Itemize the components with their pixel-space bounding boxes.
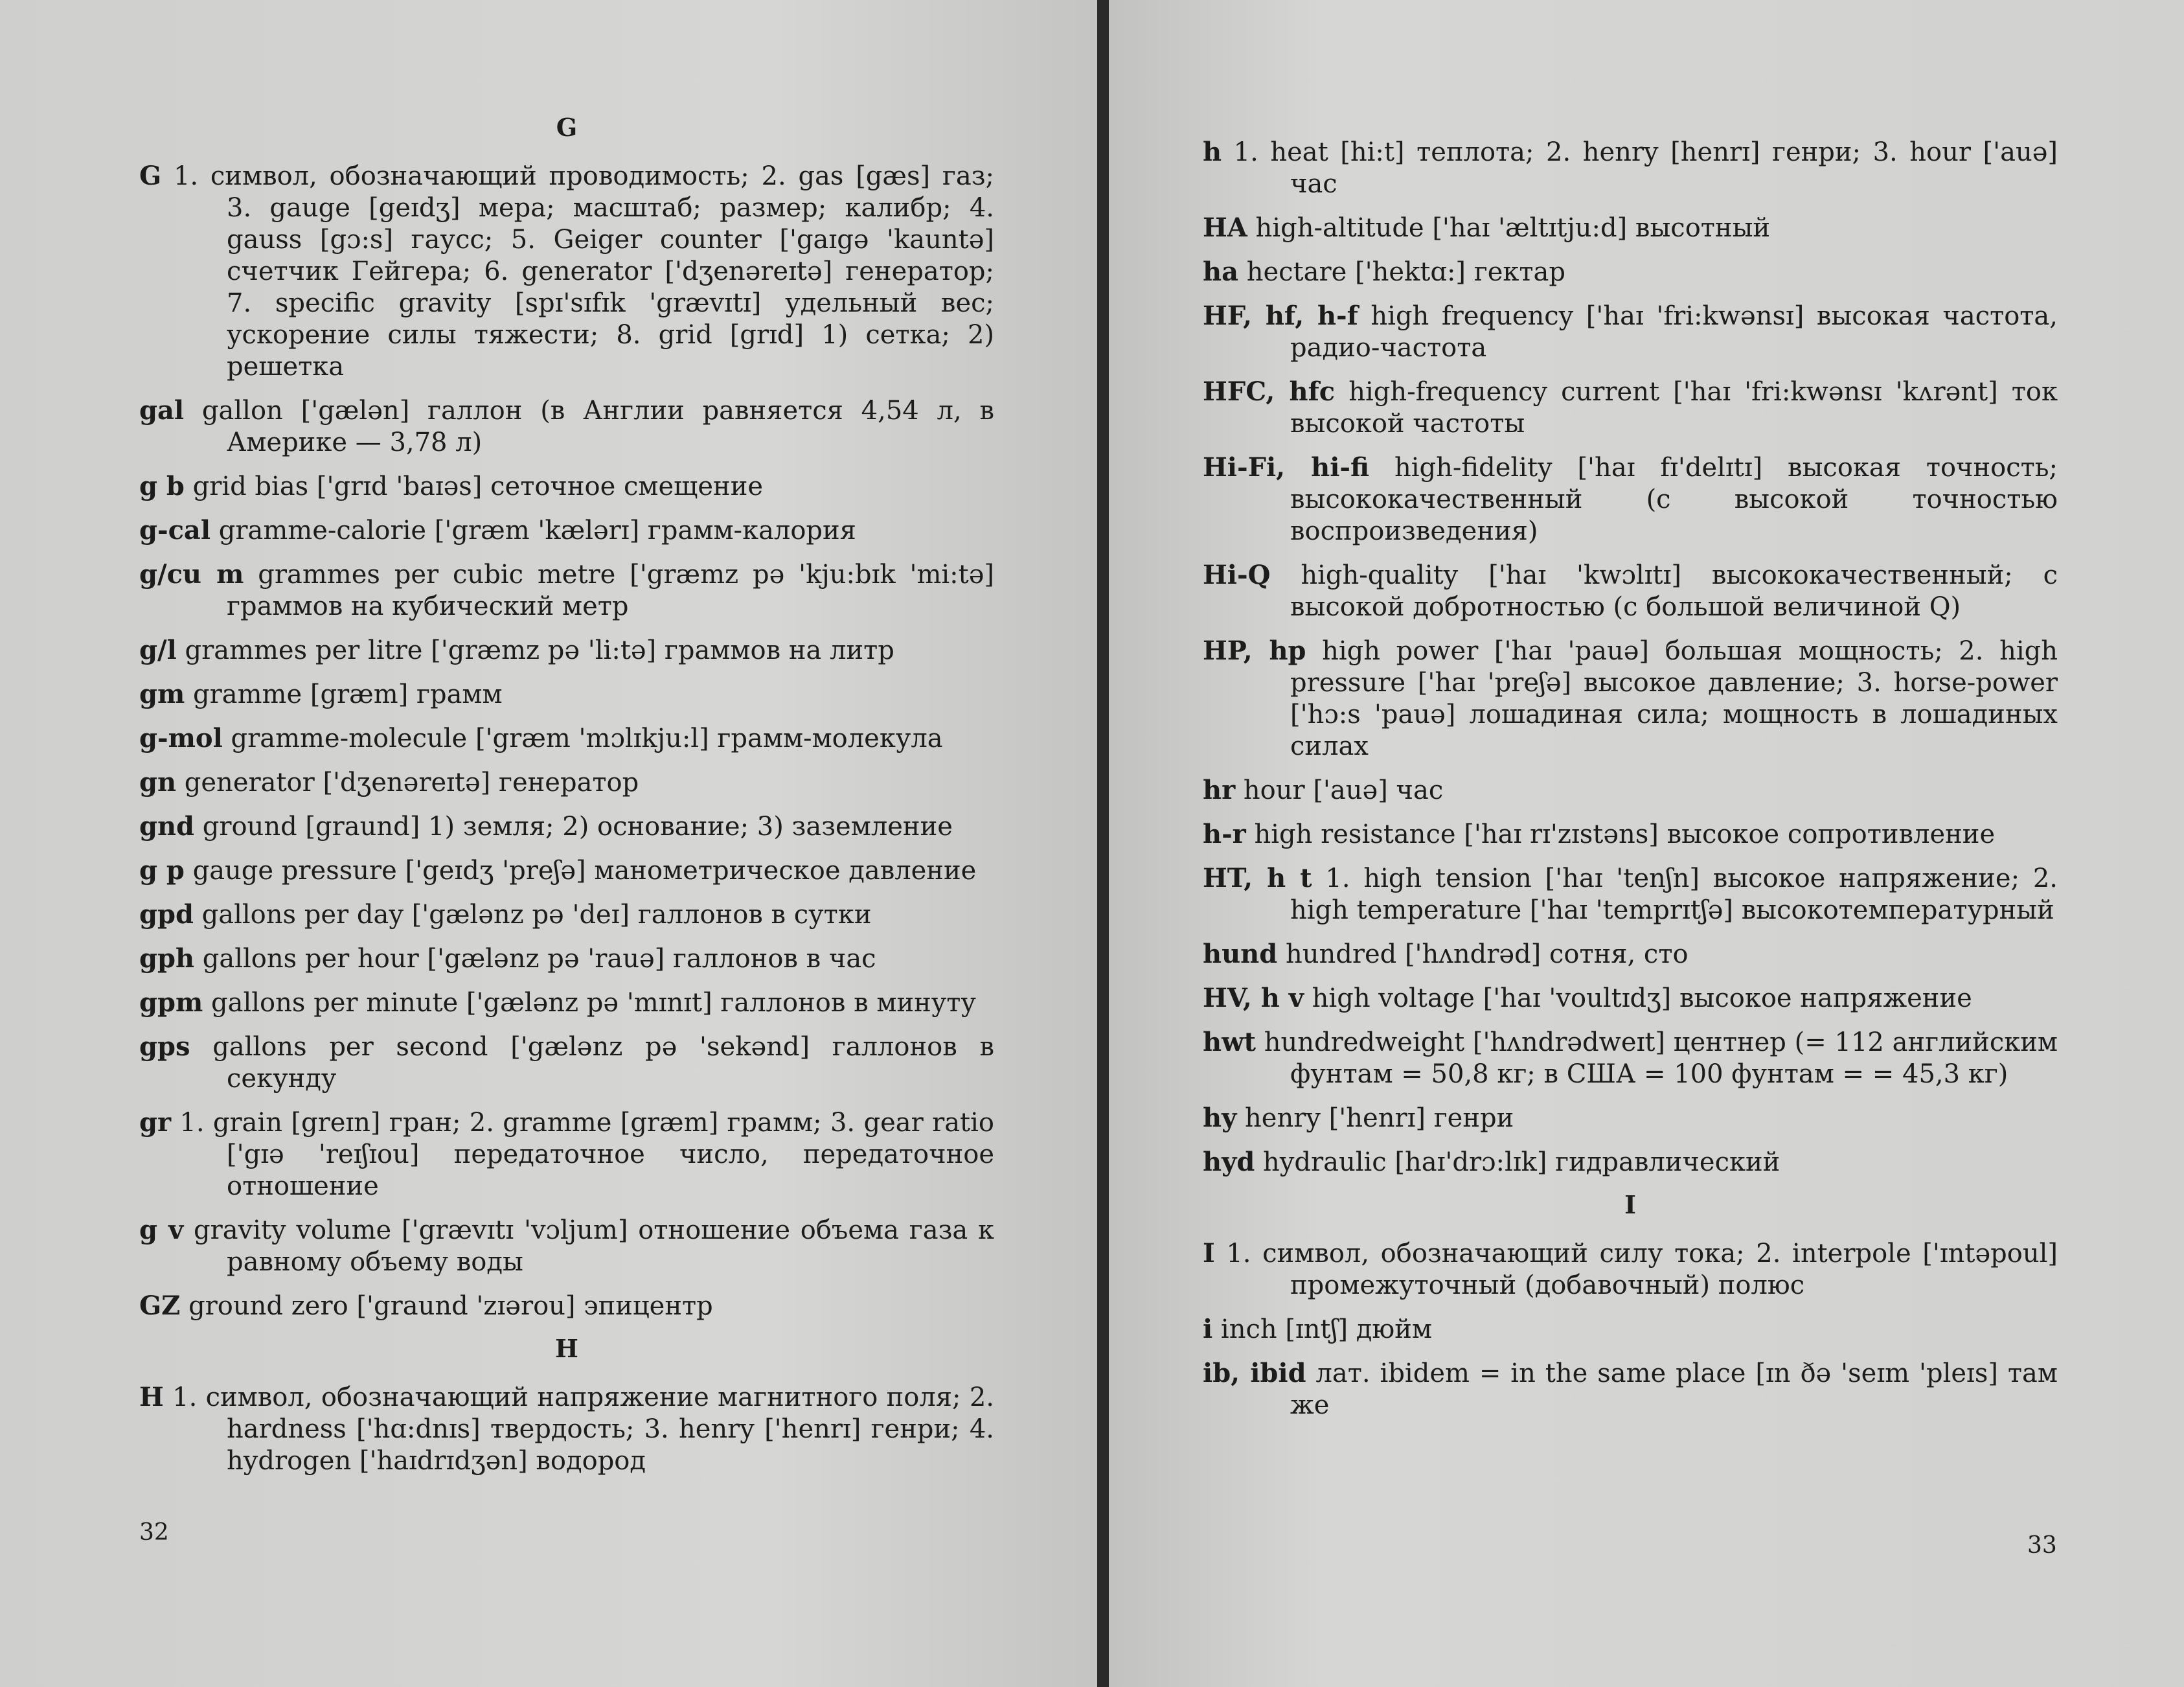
dictionary-entry <box>139 722 994 755</box>
dictionary-entry <box>139 514 994 547</box>
dictionary-entry <box>1203 818 2058 851</box>
entry-definition: high-fidelity ['haɪ fɪ'delɪtɪ] высокая точность; высококачественный (с высокой точностью воспроизведения) <box>1290 453 2058 546</box>
entry-abbreviation: HP, hp <box>1203 636 1306 666</box>
dictionary-entry <box>1203 452 2058 547</box>
entry-abbreviation: HT, h t <box>1203 863 1312 893</box>
dictionary-entry <box>139 634 994 667</box>
dictionary-entry <box>1203 300 2058 364</box>
page-number-right: 33 <box>2027 1532 2057 1559</box>
entry-abbreviation: g/l <box>139 635 177 665</box>
page-number-left: 32 <box>139 1519 169 1546</box>
dictionary-entry <box>1203 559 2058 623</box>
dictionary-entry <box>1203 862 2058 926</box>
dictionary-entry <box>139 987 994 1019</box>
entry-abbreviation: g-cal <box>139 515 211 545</box>
entry-definition: high-quality ['haɪ 'kwɔlɪtɪ] высококачественный; с высокой добротностью (с большой величиной Q) <box>1290 560 2058 622</box>
section-letter: H <box>555 1334 578 1363</box>
entry-abbreviation: g b <box>139 471 185 501</box>
entry-abbreviation: HF, hf, h-f <box>1203 301 1358 331</box>
entry-abbreviation: hwt <box>1203 1027 1256 1057</box>
dictionary-entry <box>1203 938 2058 970</box>
entry-definition: high-altitude ['haɪ 'æltɪtju:d] высотный <box>1255 213 1771 243</box>
entry-definition: 1. high tension ['haɪ 'tenʃn] высокое напряжение; 2. high temperature ['haɪ 'temprɪtʃə] высокотемпературный <box>1290 864 2058 925</box>
entry-abbreviation: HFC, hfc <box>1203 376 1336 407</box>
entry-definition: 1. символ, обозначающий силу тока; 2. interpole ['ɪntəpoul] промежуточный (добавочный) полюс <box>1226 1239 2058 1300</box>
entry-definition: hydraulic [haɪ'drɔ:lɪk] гидравлический <box>1263 1147 1780 1177</box>
dictionary-entry <box>139 1290 994 1322</box>
entry-definition: high frequency ['haɪ 'fri:kwənsɪ] высокая частота, радио-частота <box>1290 301 2058 363</box>
entry-abbreviation: gph <box>139 943 195 974</box>
entry-definition: gramme-calorie ['græm 'kælərɪ] грамм-калория <box>218 516 856 545</box>
entry-abbreviation: g/cu m <box>139 559 244 590</box>
entry-definition: hundredweight ['hʌndrədweɪt] центнер (= 112 английским фунтам = 50,8 кг; в США = 100 фунтам = = 45,3 кг) <box>1264 1027 2058 1089</box>
dictionary-entry <box>1203 136 2058 200</box>
entry-definition: gallons per hour ['gælənz pə 'rauə] галлонов в час <box>202 944 876 974</box>
entry-definition: hour ['auə] час <box>1243 775 1444 805</box>
entry-definition: gallons per minute ['gælənz pə 'mɪnɪt] галлонов в минуту <box>210 988 976 1018</box>
dictionary-entry <box>139 855 994 887</box>
dictionary-entry <box>139 558 994 623</box>
dictionary-entry <box>1203 1313 2058 1346</box>
entry-abbreviation: Hi-Q <box>1203 560 1271 590</box>
entry-abbreviation: gnd <box>139 811 195 842</box>
entry-abbreviation: ib, ibid <box>1203 1358 1306 1388</box>
entry-definition: 1. heat [hi:t] теплота; 2. henry [henrɪ] генри; 3. hour ['auə] час <box>1233 137 2058 199</box>
entry-definition: high-frequency current ['haɪ 'fri:kwənsɪ 'kʌrənt] ток высокой частоты <box>1290 377 2058 439</box>
left-column <box>139 104 994 1489</box>
dictionary-entry <box>139 943 994 975</box>
dictionary-entry <box>139 1214 994 1278</box>
dictionary-entry <box>1203 212 2058 244</box>
dictionary-entry <box>1203 635 2058 763</box>
entry-definition: 1. символ, обозначающий проводимость; 2. gas [gæs] газ; 3. gauge [geɪdʒ] мера; масштаб; размер; калибр; 4. gauss [gɔ:s] гаусс; 5. Geiger counter ['gaɪgə 'kauntə] счетчик Гейгера; 6. generator ['dʒenəreɪtə] генератор; 7. specific gravity [spɪ'sɪfɪk 'grævɪtɪ] удельный вес; ускорение силы тяжести; 8. grid [grɪd] 1) сетка; 2) решетка <box>173 161 995 382</box>
entry-abbreviation: g p <box>139 855 185 886</box>
entry-definition: ground zero ['graund 'zɪərou] эпицентр <box>188 1291 713 1321</box>
entry-definition: лат. ibidem = in the same place [ɪn ðə 'seɪm 'pleɪs] там же <box>1290 1359 2058 1420</box>
entry-abbreviation: hund <box>1203 939 1278 969</box>
entry-definition: generator ['dʒenəreɪtə] генератор <box>184 768 639 798</box>
entry-definition: grid bias ['grɪd 'baɪəs] сеточное смещение <box>192 472 764 501</box>
entry-abbreviation: I <box>1203 1238 1215 1268</box>
entry-abbreviation: hr <box>1203 775 1236 805</box>
entry-definition: high power ['haɪ 'pauə] большая мощность; 2. high pressure ['haɪ 'preʃə] высокое давление; 3. horse-power ['hɔ:s 'pauə] лошадиная сила; мощность в лошадиных силах <box>1290 636 2058 761</box>
entry-abbreviation: gpm <box>139 987 203 1018</box>
dictionary-entry <box>1203 1102 2058 1134</box>
dictionary-entry <box>139 766 994 799</box>
entry-definition: grammes per cubic metre ['græmz pə 'kju:bɪk 'mi:tə] граммов на кубический метр <box>227 560 995 621</box>
dictionary-entry <box>139 470 994 503</box>
dictionary-entry <box>139 1031 994 1095</box>
dictionary-entry <box>1203 774 2058 807</box>
entry-abbreviation: h <box>1203 137 1222 167</box>
entry-definition: gallons per second ['gælənz pə 'sekənd] галлонов в секунду <box>212 1032 994 1094</box>
entry-definition: hundred ['hʌndrəd] сотня, сто <box>1285 939 1689 969</box>
dictionary-entry <box>1203 1357 2058 1421</box>
dictionary-entry <box>139 1107 994 1202</box>
entry-definition: gramme-molecule ['græm 'mɔlɪkju:l] грамм-молекула <box>231 724 943 753</box>
entry-definition: high resistance ['haɪ rɪ'zɪstəns] высокое сопротивление <box>1254 820 1996 849</box>
entry-definition: gravity volume ['grævɪtɪ 'vɔljum] отношение объема газа к равному объему воды <box>193 1215 995 1277</box>
entry-definition: grammes per litre ['græmz pə 'li:tə] граммов на литр <box>185 636 894 665</box>
right-page <box>1109 0 2184 1687</box>
entry-definition: ground [graund] 1) земля; 2) основание; 3) заземление <box>202 812 953 842</box>
section-letter: G <box>556 113 578 142</box>
entry-definition: gramme [græm] грамм <box>193 680 503 709</box>
entry-definition: gauge pressure ['geɪdʒ 'preʃə] манометрическое давление <box>192 856 977 886</box>
entry-abbreviation: gal <box>139 395 185 426</box>
entry-abbreviation: gpd <box>139 899 194 930</box>
dictionary-entry <box>139 395 994 459</box>
dictionary-entry <box>1203 1237 2058 1302</box>
section-letter: I <box>1624 1190 1636 1219</box>
dictionary-entry <box>139 678 994 711</box>
entry-abbreviation: H <box>139 1382 164 1412</box>
entry-abbreviation: G <box>139 161 162 191</box>
entry-abbreviation: ha <box>1203 257 1238 287</box>
entry-abbreviation: gm <box>139 679 185 709</box>
entry-abbreviation: HA <box>1203 212 1247 243</box>
entry-abbreviation: g v <box>139 1215 184 1245</box>
entry-definition: 1. символ, обозначающий напряжение магнитного поля; 2. hardness ['hɑ:dnɪs] твердость; 3. henry ['henrɪ] генри; 4. hydrogen ['haɪdrɪdʒən] водород <box>172 1383 994 1476</box>
dictionary-entry <box>1203 376 2058 440</box>
dictionary-entry <box>139 160 994 383</box>
entry-definition: gallons per day ['gælənz pə 'deɪ] галлонов в сутки <box>201 900 872 930</box>
entry-definition: 1. grain [greɪn] гран; 2. gramme [græm] грамм; 3. gear ratio ['gɪə 'reɪʃɪou] передаточное число, передаточное отношение <box>179 1108 994 1201</box>
dictionary-entry <box>1203 256 2058 288</box>
dictionary-entry <box>1203 1146 2058 1178</box>
entry-abbreviation: HV, h v <box>1203 983 1304 1013</box>
dictionary-entry <box>1203 1026 2058 1090</box>
entry-abbreviation: gps <box>139 1031 190 1062</box>
entry-definition: gallon ['gælən] галлон (в Англии равняется 4,54 л, в Америке — 3,78 л) <box>201 396 994 457</box>
entry-abbreviation: GZ <box>139 1291 181 1321</box>
entry-definition: inch [ɪntʃ] дюйм <box>1220 1314 1432 1344</box>
entry-abbreviation: Hi-Fi, hi-fi <box>1203 452 1370 483</box>
entry-definition: henry ['henrɪ] генри <box>1245 1103 1514 1133</box>
dictionary-entry <box>139 1381 994 1477</box>
entry-abbreviation: hy <box>1203 1103 1237 1133</box>
dictionary-entry <box>1203 982 2058 1015</box>
entry-abbreviation: g-mol <box>139 723 223 753</box>
dictionary-entry <box>139 899 994 931</box>
entry-abbreviation: gn <box>139 767 177 798</box>
entry-abbreviation: i <box>1203 1314 1213 1344</box>
entry-abbreviation: h-r <box>1203 819 1246 849</box>
entry-definition: high voltage ['haɪ 'voultɪdʒ] высокое напряжение <box>1312 983 1972 1013</box>
entry-abbreviation: hyd <box>1203 1147 1255 1177</box>
dictionary-entry <box>139 810 994 843</box>
right-column <box>1203 136 2058 1433</box>
entry-abbreviation: gr <box>139 1107 172 1138</box>
entry-definition: hectare ['hektɑ:] гектар <box>1246 257 1565 287</box>
